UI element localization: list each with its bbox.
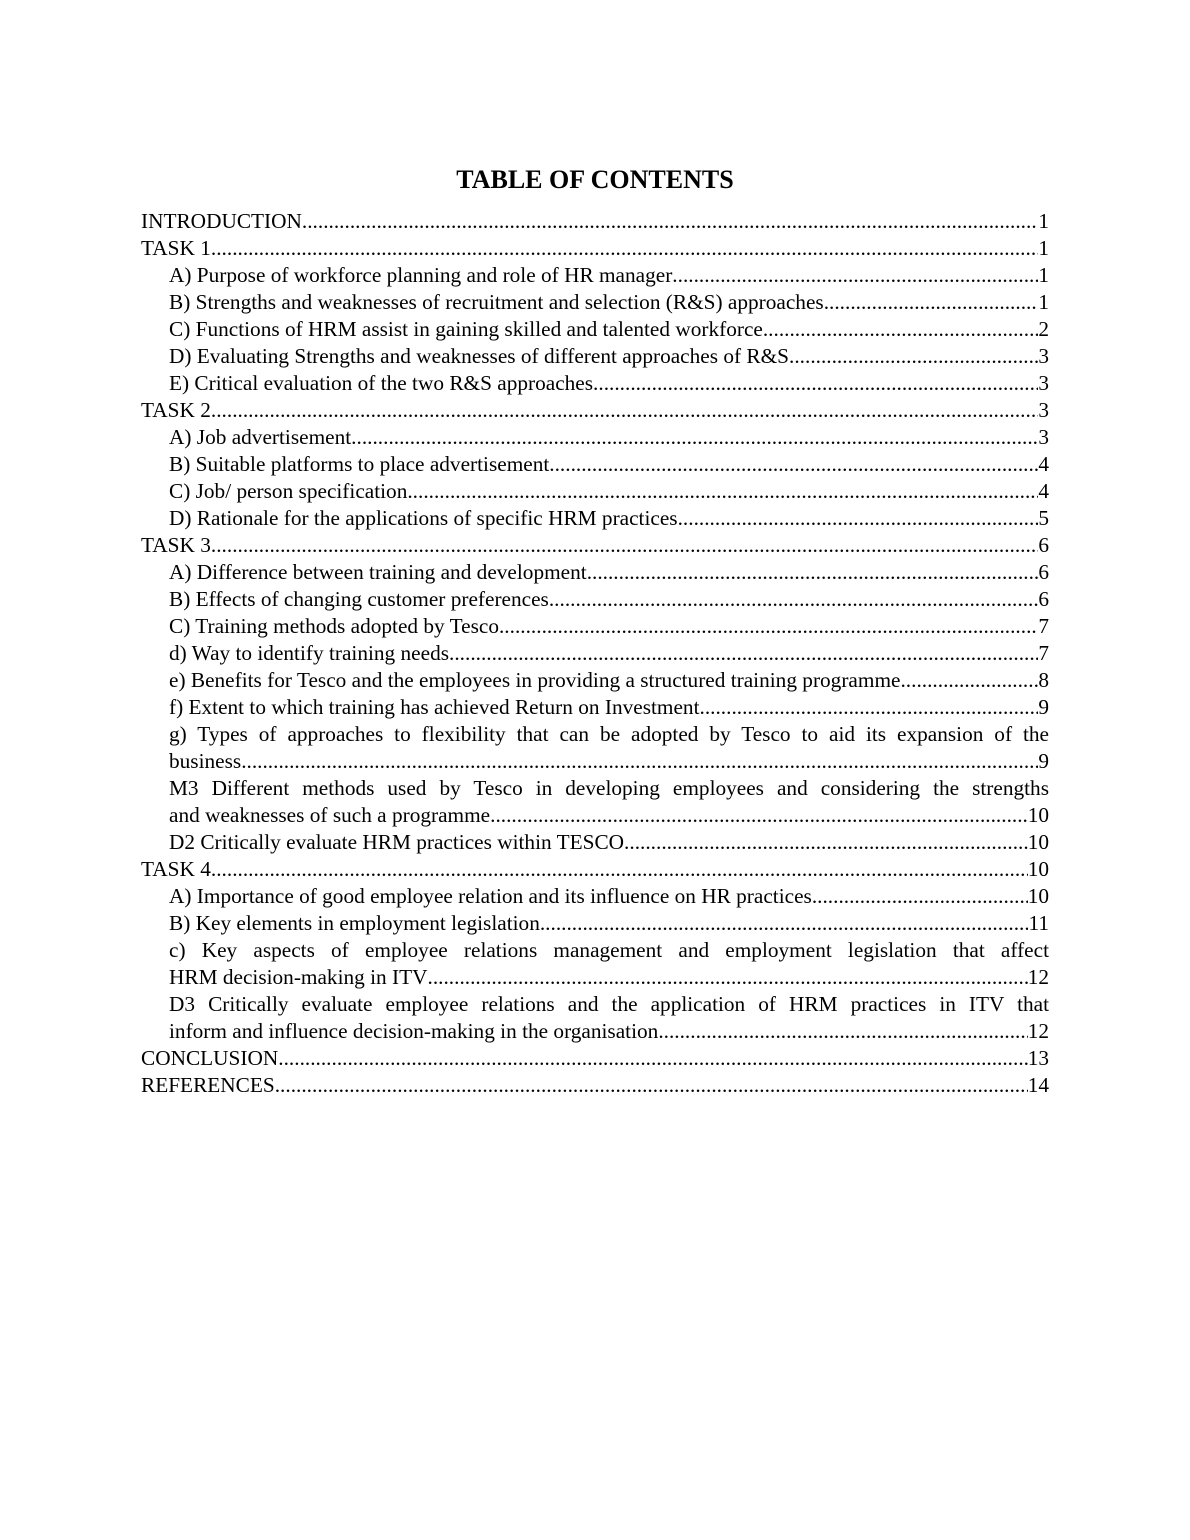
dot-leader: [275, 1072, 1028, 1099]
toc-entry-label: C) Training methods adopted by Tesco: [169, 614, 499, 638]
toc-entry-task-1-e[interactable]: [141, 370, 1049, 397]
toc-page-number: 12: [1027, 1019, 1049, 1043]
dot-leader: [549, 451, 1038, 478]
toc-entry-task-1[interactable]: [141, 235, 1049, 262]
toc-entry-label: C) Functions of HRM assist in gaining skilled and talented workforce: [169, 317, 763, 341]
toc-entry-label: REFERENCES: [141, 1073, 275, 1097]
toc-page-number: 11: [1028, 911, 1049, 935]
toc-entry-task-3-d[interactable]: [141, 640, 1049, 667]
toc-entry-label-line-1: D3 Critically evaluate employee relations and the application of HRM practices in ITV that: [169, 992, 1049, 1016]
toc-page-number: 2: [1038, 317, 1049, 341]
toc-entry-label: B) Effects of changing customer preferences: [169, 587, 549, 611]
toc-entry-label: D2 Critically evaluate HRM practices within TESCO: [169, 830, 625, 854]
toc-entry-label: TASK 3: [141, 533, 211, 557]
dot-leader: [624, 829, 1028, 856]
toc-entry-task-2[interactable]: [141, 397, 1049, 424]
dot-leader: [449, 640, 1038, 667]
dot-leader: [351, 424, 1038, 451]
dot-leader: [678, 505, 1039, 532]
toc-entry-task-3-m3[interactable]: [141, 775, 1049, 829]
toc-entry-label-line-2: HRM decision-making in ITV: [169, 965, 428, 989]
toc-page-number: 10: [1027, 857, 1049, 881]
toc-entry-label: B) Strengths and weaknesses of recruitment and selection (R&S) approaches: [169, 290, 824, 314]
toc-entry-task-3[interactable]: [141, 532, 1049, 559]
toc-entry-label: C) Job/ person specification: [169, 479, 408, 503]
toc-entry-task-4-c[interactable]: [141, 937, 1049, 991]
toc-page-number: 3: [1038, 371, 1049, 395]
toc-entry-label: d) Way to identify training needs: [169, 641, 450, 665]
toc-page-number: 3: [1038, 425, 1049, 449]
dot-leader: [241, 748, 1038, 775]
dot-leader: [211, 856, 1028, 883]
dot-leader: [540, 910, 1029, 937]
dot-leader: [658, 1018, 1027, 1045]
toc-entry-label-line-2: and weaknesses of such a programme: [169, 803, 491, 827]
toc-entry-task-1-d[interactable]: [141, 343, 1049, 370]
dot-leader: [302, 208, 1038, 235]
toc-entry-task-2-c[interactable]: [141, 478, 1049, 505]
dot-leader: [900, 667, 1038, 694]
toc-page-number: 7: [1038, 614, 1049, 638]
toc-page-number: 4: [1038, 452, 1049, 476]
toc-page-number: 9: [1038, 749, 1049, 773]
dot-leader: [490, 802, 1028, 829]
toc-page-number: 1: [1038, 290, 1049, 314]
dot-leader: [672, 262, 1038, 289]
dot-leader: [549, 586, 1039, 613]
toc-entry-label-line-2: business: [169, 749, 242, 773]
toc-entry-label: A) Importance of good employee relation and its influence on HR practices: [169, 884, 812, 908]
toc-page-number: 14: [1027, 1073, 1049, 1097]
toc-page-number: 10: [1027, 830, 1049, 854]
toc-entry-label: B) Key elements in employment legislation: [169, 911, 540, 935]
toc-page-number: 6: [1038, 560, 1049, 584]
toc-page-number: 4: [1038, 479, 1049, 503]
toc-entry-task-3-e[interactable]: [141, 667, 1049, 694]
toc-page-number: 3: [1038, 344, 1049, 368]
toc-page-number: 10: [1027, 884, 1049, 908]
toc-page-number: 13: [1027, 1046, 1049, 1070]
toc-page-number: 7: [1038, 641, 1049, 665]
dot-leader: [211, 397, 1038, 424]
toc-entry-label-line-2: inform and influence decision-making in the organisation: [169, 1019, 659, 1043]
document-page: [141, 162, 1049, 1099]
toc-page-number: 9: [1038, 695, 1049, 719]
toc-entry-task-1-c[interactable]: [141, 316, 1049, 343]
toc-entry-task-3-d2[interactable]: [141, 829, 1049, 856]
toc-page-number: 1: [1038, 263, 1049, 287]
dot-leader: [211, 532, 1038, 559]
toc-entry-label: A) Purpose of workforce planning and role of HR manager: [169, 263, 673, 287]
toc-entry-label: A) Job advertisement: [169, 425, 352, 449]
toc-entry-task-3-c[interactable]: [141, 613, 1049, 640]
toc-page-number: 3: [1038, 398, 1049, 422]
toc-entry-task-4[interactable]: [141, 856, 1049, 883]
toc-entry-label: E) Critical evaluation of the two R&S approaches: [169, 371, 594, 395]
dot-leader: [700, 694, 1039, 721]
toc-entry-task-3-a[interactable]: [141, 559, 1049, 586]
dot-leader: [824, 289, 1039, 316]
toc-entry-task-2-d[interactable]: [141, 505, 1049, 532]
toc-entry-task-1-b[interactable]: [141, 289, 1049, 316]
toc-entry-label: TASK 2: [141, 398, 211, 422]
dot-leader: [763, 316, 1038, 343]
toc-entry-label: CONCLUSION: [141, 1046, 279, 1070]
toc-page-number: 6: [1038, 587, 1049, 611]
toc-entry-label: D) Rationale for the applications of specific HRM practices: [169, 506, 678, 530]
toc-entry-references[interactable]: [141, 1072, 1049, 1099]
toc-entry-task-4-a[interactable]: [141, 883, 1049, 910]
dot-leader: [812, 883, 1028, 910]
dot-leader: [499, 613, 1038, 640]
toc-entry-task-4-b[interactable]: [141, 910, 1049, 937]
toc-entry-label: A) Difference between training and development: [169, 560, 587, 584]
dot-leader: [587, 559, 1039, 586]
dot-leader: [211, 235, 1038, 262]
toc-entry-label-line-1: g) Types of approaches to flexibility that can be adopted by Tesco to aid its expansion of the: [169, 722, 1049, 746]
toc-entry-label: D) Evaluating Strengths and weaknesses of different approaches of R&S: [169, 344, 790, 368]
toc-entry-task-2-a[interactable]: [141, 424, 1049, 451]
toc-page-number: 8: [1038, 668, 1049, 692]
toc-entry-label: e) Benefits for Tesco and the employees in providing a structured training programme: [169, 668, 901, 692]
toc-entry-label: TASK 1: [141, 236, 211, 260]
toc-entry-task-3-f[interactable]: [141, 694, 1049, 721]
toc-page-number: 1: [1038, 236, 1049, 260]
toc-page-number: 6: [1038, 533, 1049, 557]
toc-entry-task-1-a[interactable]: [141, 262, 1049, 289]
toc-entry-label: TASK 4: [141, 857, 211, 881]
toc-entry-task-4-d3[interactable]: [141, 991, 1049, 1045]
toc-entry-label-line-1: c) Key aspects of employee relations management and employment legislation that affect: [169, 938, 1049, 962]
toc-entry-label: INTRODUCTION: [141, 209, 302, 233]
toc-entry-task-3-g[interactable]: [141, 721, 1049, 775]
toc-page-number: 1: [1038, 209, 1049, 233]
toc-entry-label: B) Suitable platforms to place advertisement: [169, 452, 550, 476]
toc-title: TABLE OF CONTENTS: [456, 165, 734, 194]
dot-leader: [593, 370, 1038, 397]
toc-page-number: 10: [1027, 803, 1049, 827]
dot-leader: [428, 964, 1028, 991]
toc-entry-label-line-1: M3 Different methods used by Tesco in developing employees and considering the strengths: [169, 776, 1049, 800]
toc-entry-conclusion[interactable]: [141, 1045, 1049, 1072]
toc-entry-introduction[interactable]: [141, 208, 1049, 235]
toc-entry-label: f) Extent to which training has achieved Return on Investment: [169, 695, 700, 719]
dot-leader: [278, 1045, 1027, 1072]
toc-entry-task-3-b[interactable]: [141, 586, 1049, 613]
dot-leader: [789, 343, 1038, 370]
toc-page-number: 5: [1038, 506, 1049, 530]
toc-list: [141, 208, 1049, 1099]
dot-leader: [407, 478, 1038, 505]
toc-page-number: 12: [1027, 965, 1049, 989]
toc-entry-task-2-b[interactable]: [141, 451, 1049, 478]
